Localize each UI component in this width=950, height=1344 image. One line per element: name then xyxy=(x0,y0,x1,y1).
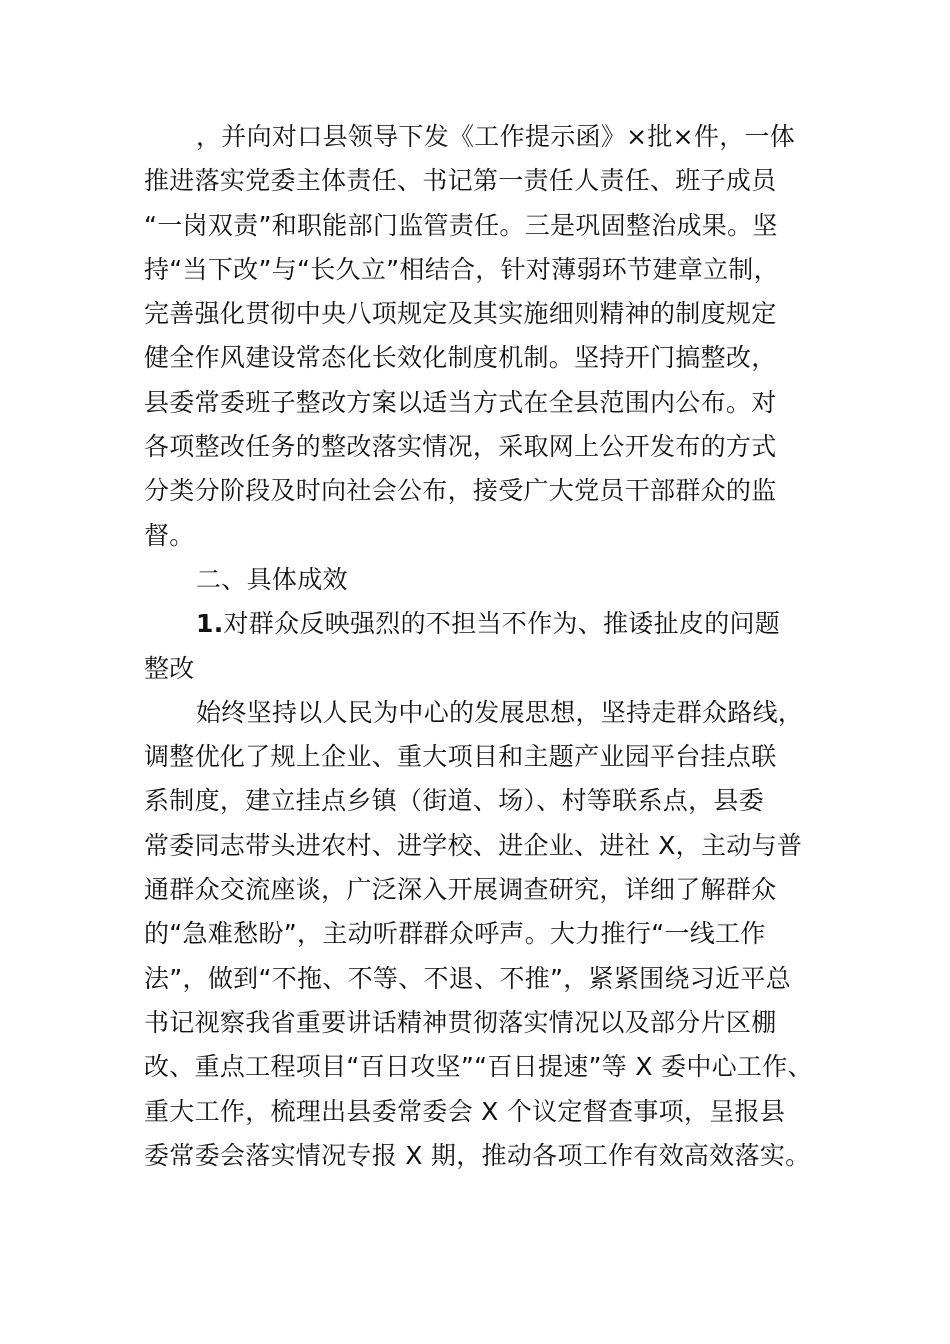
text-line: 始终坚持以人民为中心的发展思想，坚持走群众路线， xyxy=(196,697,804,727)
subheading-number: 1. xyxy=(196,609,224,639)
subheading xyxy=(144,602,834,646)
text-line: 委常委会落实情况专报 X 期，推动各项工作有效高效落实。 xyxy=(144,1140,811,1170)
text-line: 县委常委班子整改方案以适当方式在全县范围内公布。对 xyxy=(144,387,777,417)
text-line: 健全作风建设常态化长效化制度机制。坚持开门搞整改， xyxy=(144,343,777,373)
text-line: 调整优化了规上企业、重大项目和主题产业园平台挂点联 xyxy=(144,742,777,772)
subheading-text: 对群众反映强烈的不担当不作为、推诿扯皮的问题 xyxy=(223,609,781,639)
text-line: 法”，做到“不拖、不等、不退、不推”，紧紧围绕习近平总 xyxy=(144,963,791,993)
text-line: ，并向对口县领导下发《工作提示函》×批×件，一体 xyxy=(196,122,796,151)
text-line: 书记视察我省重要讲话精神贯彻落实情况以及部分片区棚 xyxy=(144,1007,777,1037)
text-line: 分类分阶段及时向社会公布，接受广大党员干部群众的监 xyxy=(144,476,777,506)
text-line: 的“急难愁盼”，主动听群群众呼声。大力推行“一线工作 xyxy=(144,919,766,949)
text-line: 各项整改任务的整改落实情况，采取网上公开发布的方式 xyxy=(144,432,777,462)
subheading-continuation: 整改 xyxy=(144,653,195,683)
section-heading: 二、具体成效 xyxy=(196,564,348,594)
document-body xyxy=(144,115,834,1178)
text-line: 推进落实党委主体责任、书记第一责任人责任、班子成员 xyxy=(144,166,777,196)
text-line: 通群众交流座谈，广泛深入开展调查研究，详细了解群众 xyxy=(144,875,777,905)
text-line: 持“当下改”与“长久立”相结合，针对薄弱环节建章立制， xyxy=(144,254,779,284)
text-line: 系制度，建立挂点乡镇（街道、场）、村等联系点，县委 xyxy=(144,786,765,816)
text-line: 改、重点工程项目“百日攻坚”“百日提速”等 X 委中心工作、 xyxy=(144,1052,813,1082)
text-line: 重大工作，梳理出县委常委会 X 个议定督查事项，呈报县 xyxy=(144,1096,786,1126)
text-line: 督。 xyxy=(144,520,195,550)
text-line: 完善强化贯彻中央八项规定及其实施细则精神的制度规定 xyxy=(144,299,777,329)
text-line: “一岗双责”和职能部门监管责任。三是巩固整治成果。坚 xyxy=(144,210,778,240)
text-line: 常委同志带头进农村、进学校、进企业、进社 X，主动与普 xyxy=(144,830,803,860)
